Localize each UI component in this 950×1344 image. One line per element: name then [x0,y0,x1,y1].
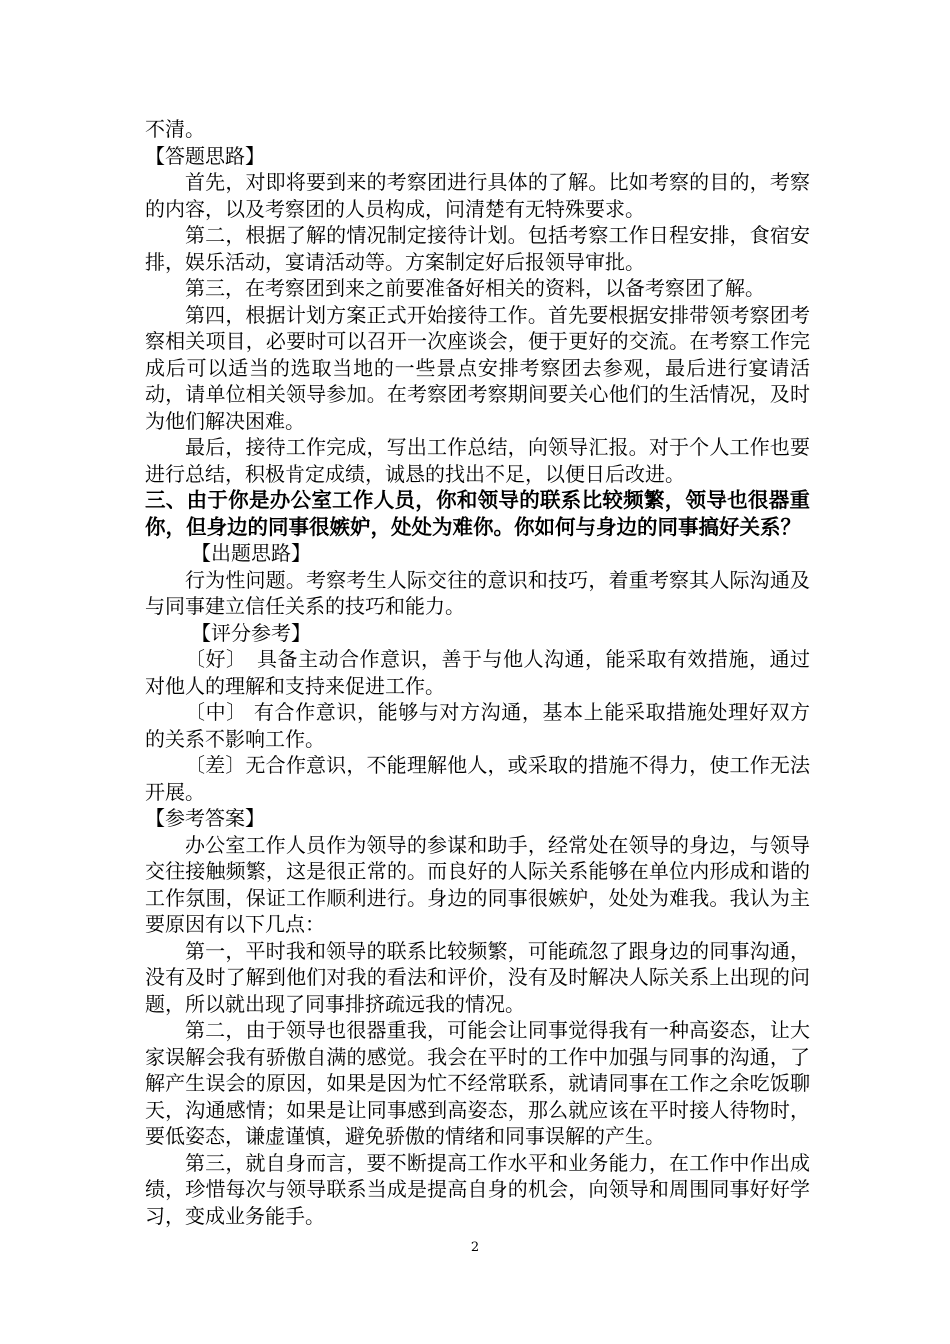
paragraph: 行为性问题。考察考生人际交往的意识和技巧，着重考察其人际沟通及与同事建立信任关系的技巧和能力。 [145,567,810,618]
paragraph: 第四，根据计划方案正式开始接待工作。首先要根据安排带领考察团考察相关项目，必要时可以召开一次座谈会，便于更好的交流。在考察工作完成后可以适当的选取当地的一些景点安排考察团去参观，最后进行宴请活动，请单位相关领导参加。在考察团考察期间要关心他们的生活情况，及时为他们解决困难。 [145,302,810,433]
section-heading: 【答题思路】 [145,143,265,168]
paragraph: 第三，在考察团到来之前要准备好相关的资料，以备考察团了解。 [185,276,765,300]
paragraph: 〔好〕 具备主动合作意识，善于与他人沟通，能采取有效措施，通过对他人的理解和支持来促进工作。 [145,647,810,698]
paragraph: 〔差〕无合作意识，不能理解他人，或采取的措施不得力，使工作无法开展。 [145,753,810,804]
section-heading: 【评分参考】 [191,620,311,645]
document-body [145,116,810,1229]
paragraph: 第一，平时我和领导的联系比较频繁，可能疏忽了跟身边的同事沟通，没有及时了解到他们对我的看法和评价，没有及时解决人际关系上出现的问题，所以就出现了同事排挤疏远我的情况。 [145,938,810,1016]
paragraph: 〔中〕 有合作意识，能够与对方沟通，基本上能采取措施处理好双方的关系不影响工作。 [145,700,810,751]
paragraph: 第二，由于领导也很器重我，可能会让同事觉得我有一种高姿态，让大家误解会我有骄傲自满的感觉。我会在平时的工作中加强与同事的沟通，了解产生误会的原因，如果是因为忙不经常联系，就请同事在工作之余吃饭聊天，沟通感情；如果是让同事感到高姿态，那么就应该在平时接人待物时，要低姿态，谦虚谨慎，避免骄傲的情绪和同事误解的产生。 [145,1018,810,1148]
section-heading: 【参考答案】 [145,806,265,830]
question-heading: 三、由于你是办公室工作人员，你和领导的联系比较频繁，领导也很器重你，但身边的同事很嫉妒，处处为难你。你如何与身边的同事搞好关系？ [145,488,810,539]
section-heading: 【出题思路】 [191,541,311,565]
paragraph: 第二，根据了解的情况制定接待计划。包括考察工作日程安排，食宿安排，娱乐活动，宴请活动等。方案制定好后报领导审批。 [145,223,810,274]
paragraph: 最后，接待工作完成，写出工作总结，向领导汇报。对于个人工作也要进行总结，积极肯定成绩，诚恳的找出不足，以便日后改进。 [145,435,810,486]
page-number: 2 [470,1240,480,1255]
paragraph: 办公室工作人员作为领导的参谋和助手，经常处在领导的身边，与领导交往接触频繁，这是很正常的。而良好的人际关系能够在单位内形成和谐的工作氛围，保证工作顺利进行。身边的同事很嫉妒，处处为难我。我认为主要原因有以下几点： [145,832,810,936]
paragraph: 首先，对即将要到来的考察团进行具体的了解。比如考察的目的，考察的内容，以及考察团的人员构成，问清楚有无特殊要求。 [145,170,810,221]
paragraph: 第三，就自身而言，要不断提高工作水平和业务能力，在工作中作出成绩，珍惜每次与领导联系当成是提高自身的机会，向领导和周围同事好好学习，变成业务能手。 [145,1150,810,1228]
paragraph: 不清。 [145,117,205,141]
